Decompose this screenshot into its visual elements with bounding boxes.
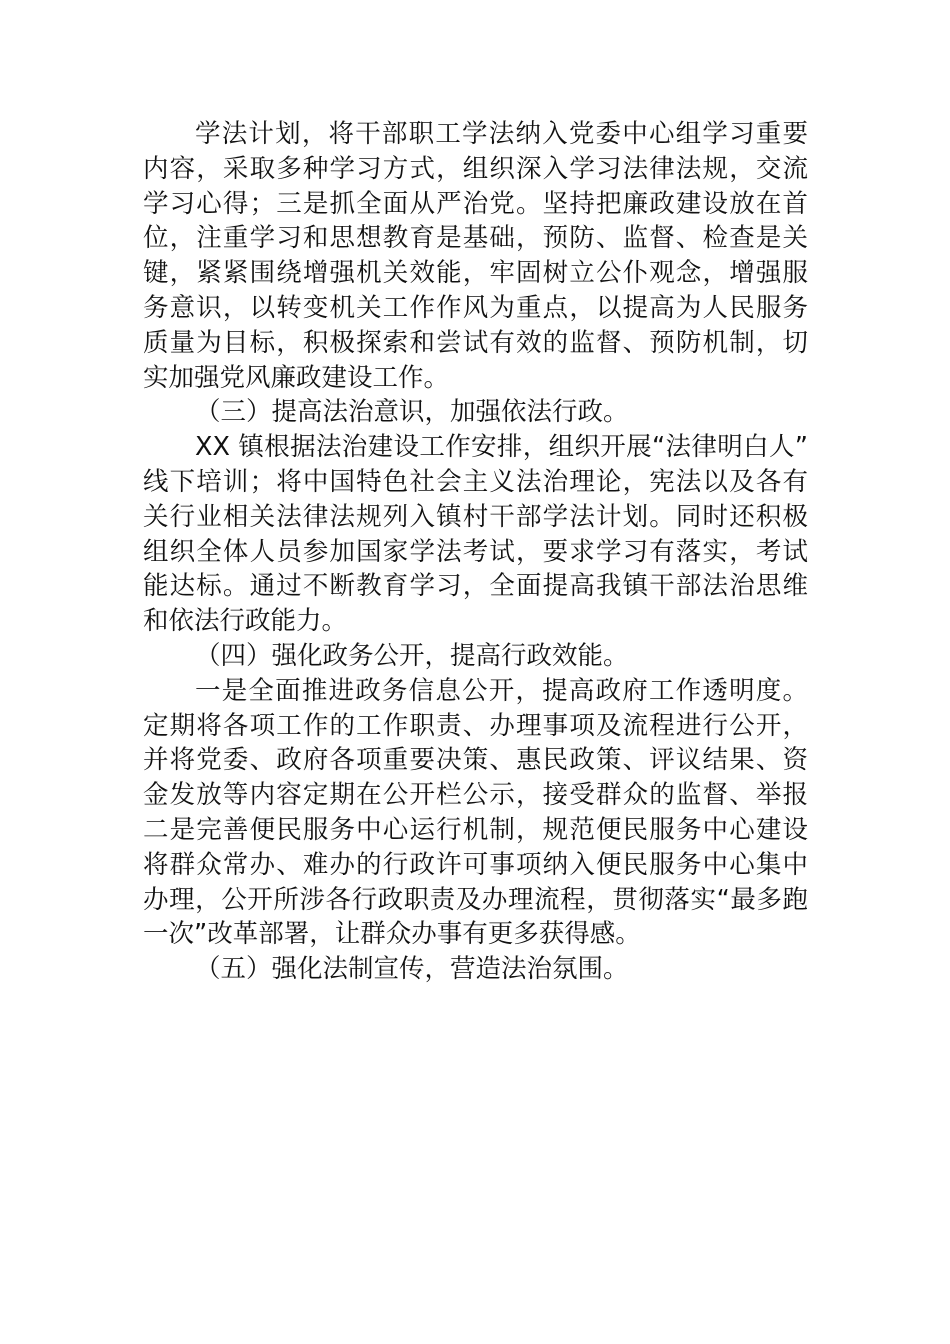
text-line: 线下培训；将中国特色社会主义法治理论，宪法以及各有 <box>143 466 808 497</box>
text-line: 组织全体人员参加国家学法考试，要求学习有落实，考试 <box>143 536 808 567</box>
text-line: 实加强党风廉政建设工作。 <box>143 362 450 393</box>
text-line: 办理，公开所涉各行政职责及办理流程，贯彻落实“最多跑 <box>143 884 808 915</box>
text-line: 内容，采取多种学习方式，组织深入学习法律法规，交流 <box>143 153 808 184</box>
text-line: 键，紧紧围绕增强机关效能，牢固树立公仆观念，增强服 <box>143 258 808 289</box>
text-line: 务意识，以转变机关工作作风为重点，以提高为人民服务 <box>143 292 808 323</box>
document-body <box>143 117 808 987</box>
text-line: 二是完善便民服务中心运行机制，规范便民服务中心建设 <box>143 814 808 845</box>
text-line: XX 镇根据法治建设工作安排，组织开展“法律明白人” <box>195 432 808 463</box>
text-line: （四）强化政务公开，提高行政效能。 <box>195 640 629 671</box>
text-line: 关行业相关法律法规列入镇村干部学法计划。同时还积极 <box>143 501 808 532</box>
text-line: 质量为目标，积极探索和尝试有效的监督、预防机制，切 <box>143 327 808 358</box>
text-line: 定期将各项工作的工作职责、办理事项及流程进行公开， <box>143 710 808 741</box>
text-line: 一是全面推进政务信息公开，提高政府工作透明度。 <box>195 675 808 706</box>
text-line: 将群众常办、难办的行政许可事项纳入便民服务中心集中 <box>143 849 808 880</box>
text-line: 学法计划，将干部职工学法纳入党委中心组学习重要 <box>195 119 808 149</box>
text-line: 和依法行政能力。 <box>143 606 348 637</box>
text-line: 学习心得；三是抓全面从严治党。坚持把廉政建设放在首 <box>143 188 808 219</box>
text-line: （三）提高法治意识，加强依法行政。 <box>195 397 629 428</box>
text-line: 位，注重学习和思想教育是基础，预防、监督、检查是关 <box>143 223 808 254</box>
text-line: 能达标。通过不断教育学习，全面提高我镇干部法治思维 <box>143 571 808 602</box>
text-line: （五）强化法制宣传，营造法治氛围。 <box>195 954 629 985</box>
text-line: 并将党委、政府各项重要决策、惠民政策、评议结果、资 <box>143 745 808 776</box>
text-line: 金发放等内容定期在公开栏公示，接受群众的监督、举报 <box>143 780 808 811</box>
text-line: 一次”改革部署，让群众办事有更多获得感。 <box>143 919 641 950</box>
